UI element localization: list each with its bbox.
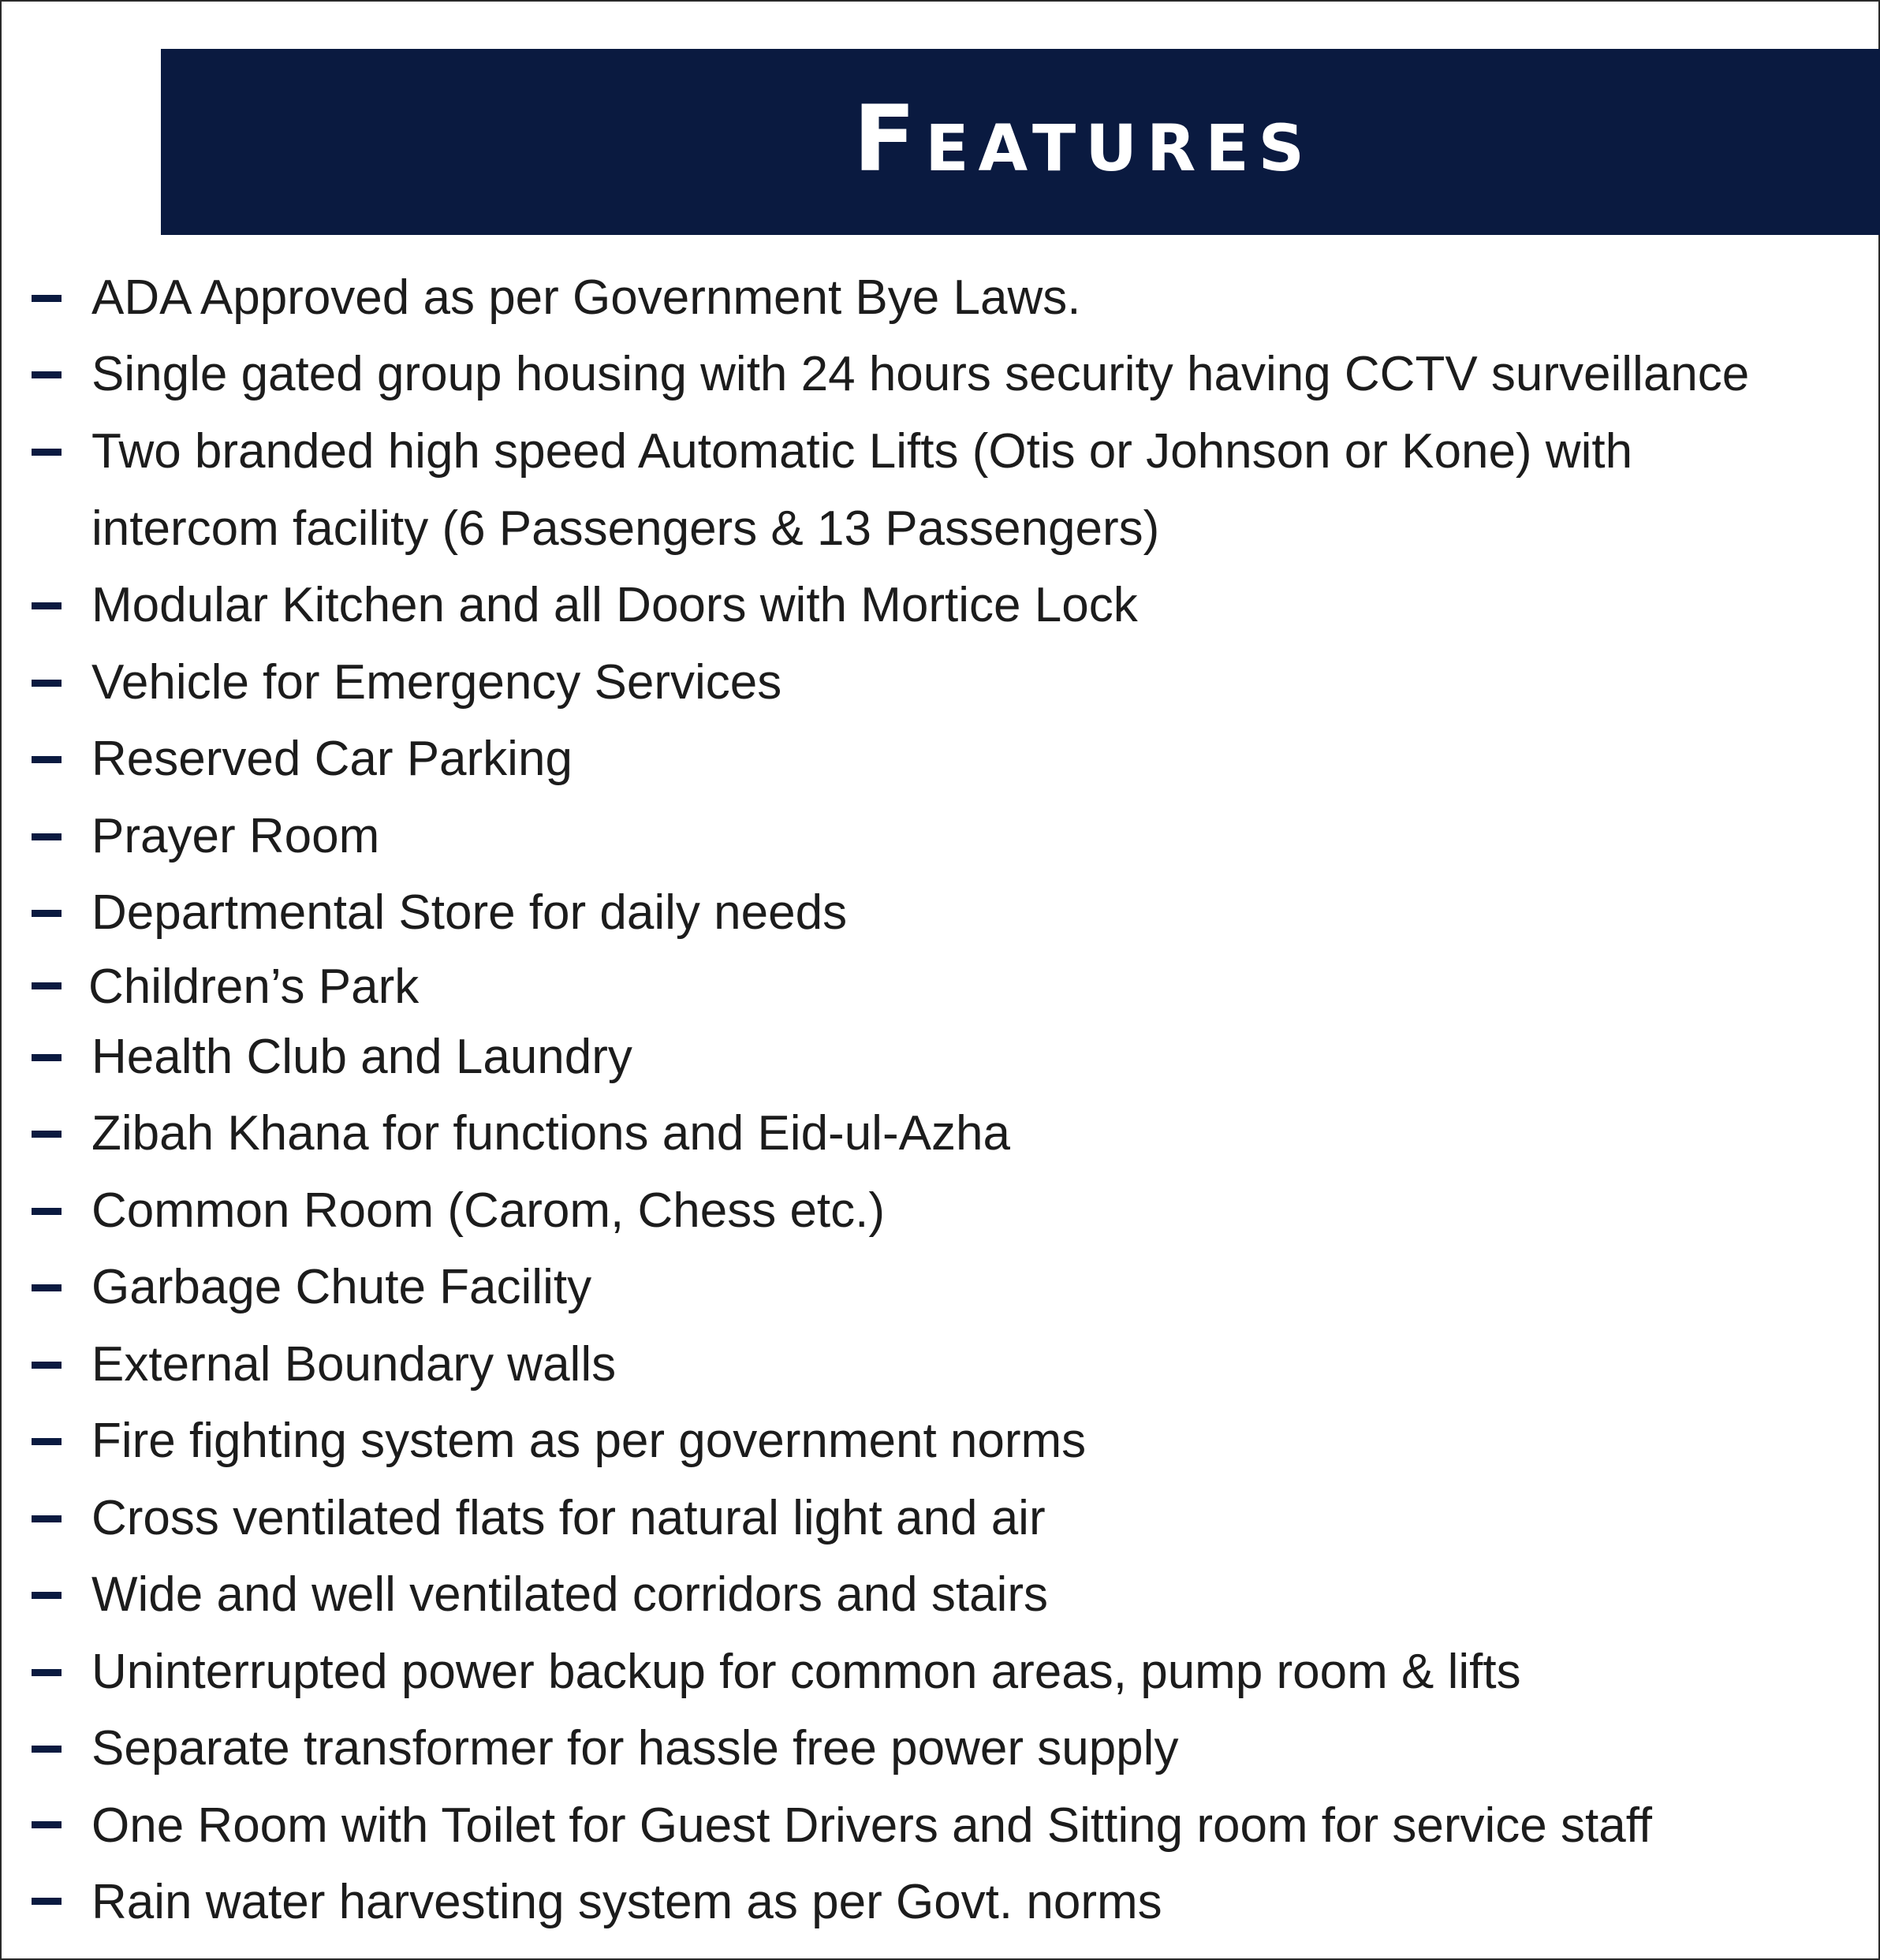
feature-text: Two branded high speed Automatic Lifts (Otis or Johnson or Kone) with xyxy=(91,424,1633,479)
dash-bullet-icon xyxy=(32,1898,62,1905)
feature-text: Cross ventilated flats for natural light and air xyxy=(91,1491,1046,1545)
dash-bullet-icon xyxy=(32,602,62,609)
feature-text: Children’s Park xyxy=(88,960,420,1014)
dash-bullet-icon xyxy=(32,1669,62,1676)
feature-text-continuation: intercom facility (6 Passengers & 13 Passengers) xyxy=(91,501,1160,556)
feature-text: Prayer Room xyxy=(91,809,380,863)
feature-text: Zibah Khana for functions and Eid-ul-Azha xyxy=(91,1106,1010,1161)
feature-text: One Room with Toilet for Guest Drivers and Sitting room for service staff xyxy=(91,1798,1653,1853)
dash-bullet-icon xyxy=(32,680,62,687)
dash-bullet-icon xyxy=(32,756,62,763)
feature-text: Common Room (Carom, Chess etc.) xyxy=(91,1183,886,1238)
feature-text: Uninterrupted power backup for common areas, pump room & lifts xyxy=(91,1645,1521,1699)
feature-text: Health Club and Laundry xyxy=(91,1030,632,1084)
dash-bullet-icon xyxy=(32,1362,62,1369)
page-title: Features xyxy=(852,86,1315,192)
feature-text: Garbage Chute Facility xyxy=(91,1260,592,1314)
dash-bullet-icon xyxy=(32,1515,62,1522)
dash-bullet-icon xyxy=(32,1131,62,1138)
feature-text: Rain water harvesting system as per Govt. norms xyxy=(91,1875,1162,1929)
dash-bullet-icon xyxy=(32,295,62,302)
feature-text: Fire fighting system as per government norms xyxy=(91,1414,1087,1468)
dash-bullet-icon xyxy=(32,1284,62,1291)
feature-text: ADA Approved as per Government Bye Laws. xyxy=(91,270,1081,325)
dash-bullet-icon xyxy=(32,1746,62,1753)
dash-bullet-icon xyxy=(32,1208,62,1215)
feature-text: External Boundary walls xyxy=(91,1337,617,1392)
feature-text: Departmental Store for daily needs xyxy=(91,885,848,940)
feature-text: Separate transformer for hassle free power supply xyxy=(91,1721,1179,1776)
feature-text: Single gated group housing with 24 hours security having CCTV surveillance xyxy=(91,347,1750,401)
feature-text: Modular Kitchen and all Doors with Mortice Lock xyxy=(91,578,1138,632)
dash-bullet-icon xyxy=(32,833,62,840)
dash-bullet-icon xyxy=(32,1592,62,1599)
dash-bullet-icon xyxy=(32,449,62,456)
dash-bullet-icon xyxy=(32,1821,62,1828)
feature-text: Reserved Car Parking xyxy=(91,732,573,786)
dash-bullet-icon xyxy=(32,982,62,989)
feature-text: Vehicle for Emergency Services xyxy=(91,655,782,710)
dash-bullet-icon xyxy=(32,910,62,917)
dash-bullet-icon xyxy=(32,1054,62,1061)
dash-bullet-icon xyxy=(32,371,62,378)
dash-bullet-icon xyxy=(32,1438,62,1445)
feature-text: Wide and well ventilated corridors and stairs xyxy=(91,1567,1048,1622)
